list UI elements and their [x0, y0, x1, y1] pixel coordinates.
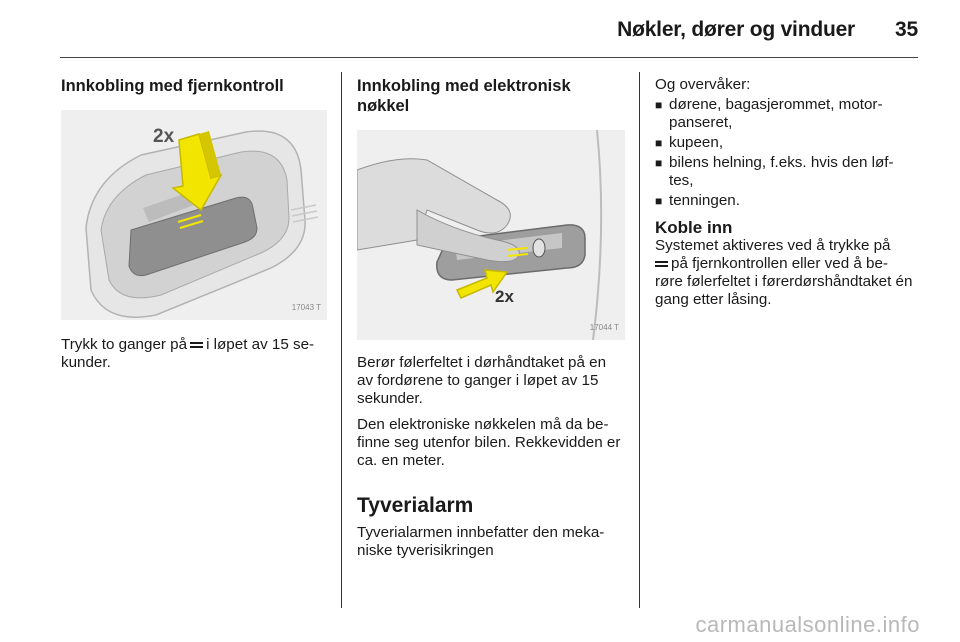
monitors-intro: Og overvåker: [655, 76, 751, 93]
middle-para-1: Berør følerfeltet i dørhåndtaket på en av fordørene to ganger i løpet av 15 sekunder. [357, 354, 607, 407]
activate-text [655, 237, 913, 309]
middle-column [357, 76, 625, 568]
remote-key-illustration [61, 110, 327, 320]
header-title [617, 18, 918, 42]
alarm-heading: Tyverialarm [357, 494, 474, 517]
figure-code: 17044 T [589, 323, 619, 332]
activate-text-2: på fjernkontrollen eller ved å be-røre følerfeltet i førerdørshåndtaket én gang etter låsing. [655, 255, 913, 308]
middle-heading: Innkobling med elektronisk nøkkel [357, 77, 571, 115]
list-item: ■ kupeen, [655, 134, 913, 152]
right-column [655, 76, 913, 317]
lock-button-icon [655, 259, 668, 269]
page-number: 35 [895, 18, 918, 41]
press-twice-label: 2x [153, 126, 175, 147]
header-divider [60, 57, 918, 58]
figure-code: 17043 T [291, 303, 321, 312]
left-column [61, 76, 327, 380]
column-divider-1 [341, 72, 342, 608]
door-handle-figure [357, 130, 625, 340]
touch-twice-label: 2x [495, 287, 514, 306]
middle-para-2: Den elektroniske nøkkelen må da be-finne seg utenfor bilen. Rekkevidden er ca. en meter. [357, 416, 621, 469]
lock-button-icon [190, 340, 203, 350]
remote-key-figure [61, 110, 327, 320]
caption-text-1: Trykk to ganger på [61, 336, 188, 353]
left-heading: Innkobling med fjernkontroll [61, 77, 284, 95]
door-handle-illustration [357, 130, 625, 340]
monitored-list [655, 96, 913, 210]
list-item: ■ tenningen. [655, 192, 913, 210]
activate-heading: Koble inn [655, 218, 733, 237]
caption-text-2: i løpet av 15 se-kunder. [61, 336, 315, 371]
watermark: carmanualsonline.info [695, 612, 920, 637]
left-caption [61, 336, 327, 372]
activate-text-1: Systemet aktiveres ved å trykke på [655, 237, 891, 254]
alarm-text: Tyverialarmen innbefatter den meka-niske tyverisikringen [357, 524, 605, 559]
list-item: ■ dørene, bagasjerommet, motor-panseret, [655, 96, 913, 132]
chapter-title: Nøkler, dører og vinduer [617, 18, 856, 41]
column-divider-2 [639, 72, 640, 608]
list-item: ■ bilens helning, f.eks. hvis den løf-tes, [655, 154, 913, 190]
